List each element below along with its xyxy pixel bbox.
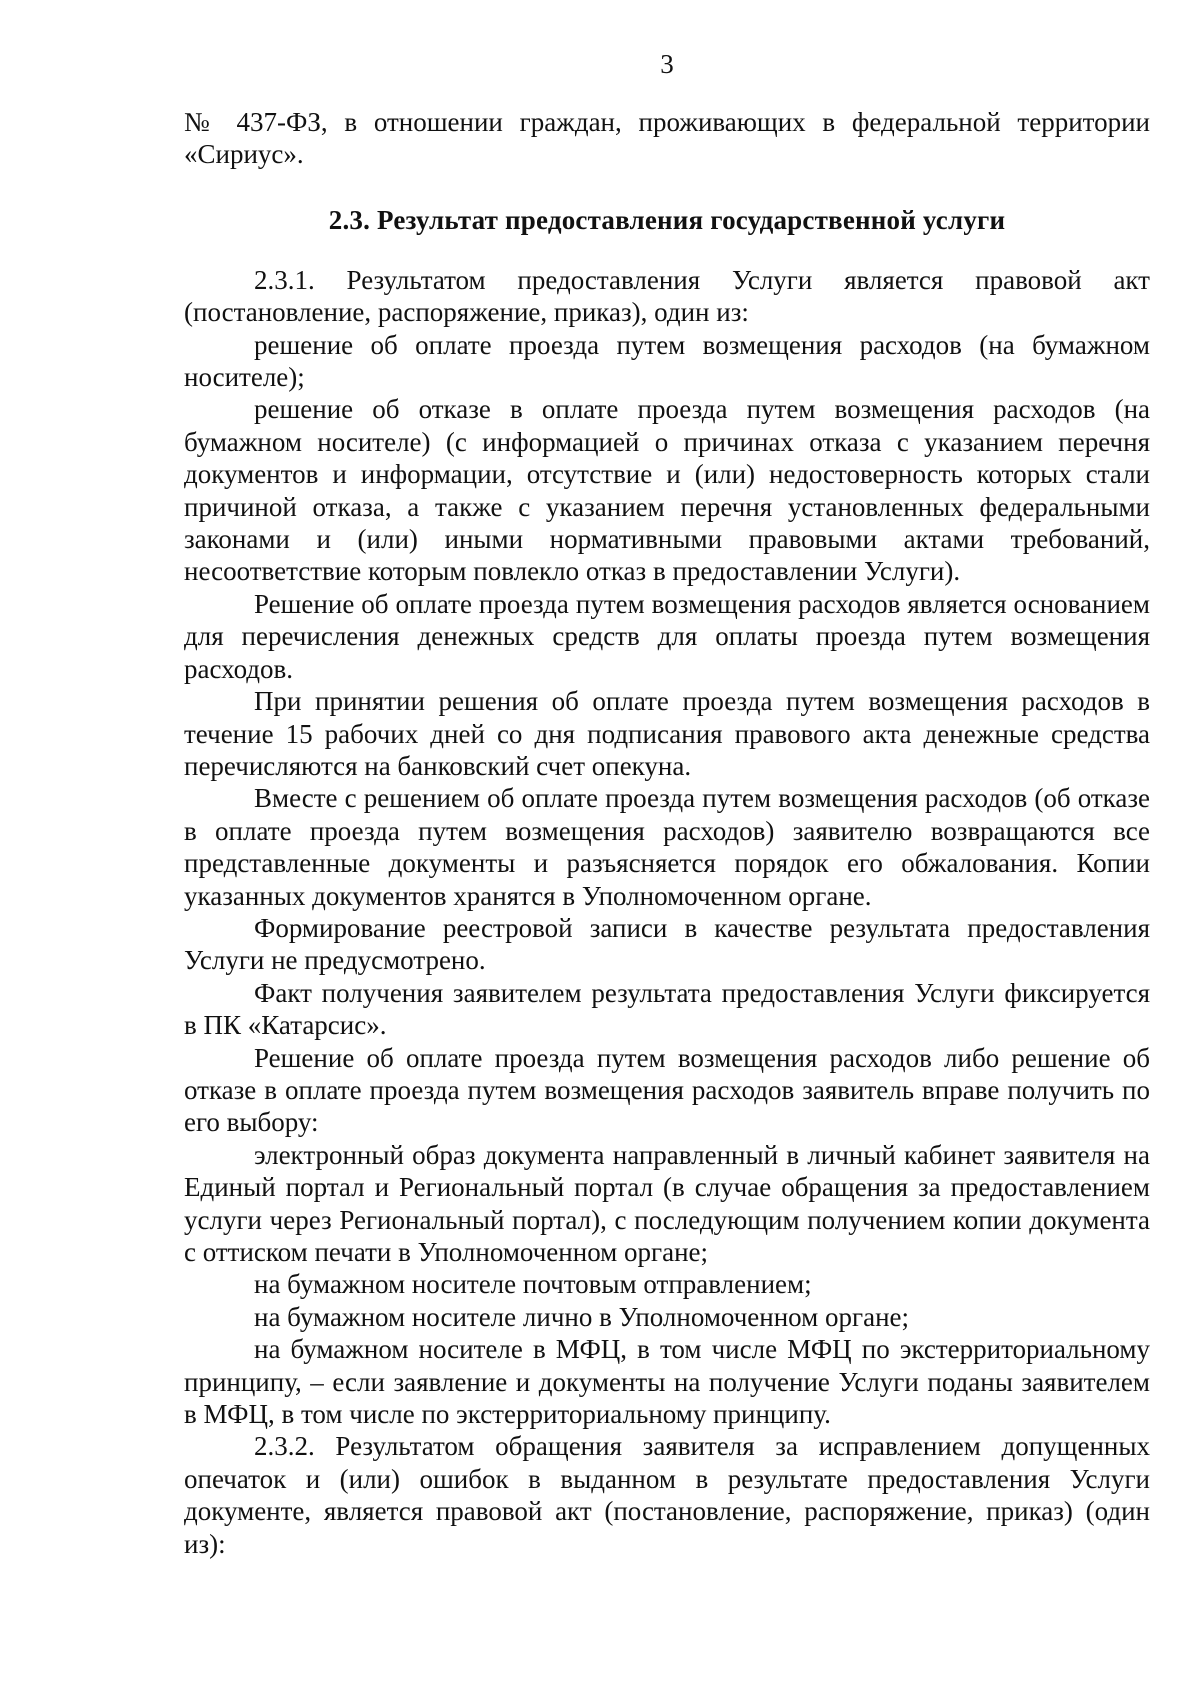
paragraph-receipt-choice: Решение об оплате проезда путем возмещения расходов либо решение об отказе в оплате проезда путем возмещения расходов заявитель вправе получить по его выбору: [184,1042,1150,1138]
list-item-mfc: на бумажном носителе в МФЦ, в том числе МФЦ по экстерриториальному принципу, – если заявление и документы на получение Услуги поданы заявителем в МФЦ, в том числе по экстерриториальному принципу. [184,1334,1150,1430]
paragraph-registry-record: Формирование реестровой записи в качестве результата предоставления Услуги не предусмотрено. [184,912,1150,976]
list-item-refusal-decision: решение об отказе в оплате проезда путем возмещения расходов (на бумажном носителе) (с информацией о причинах отказа с указанием перечня документов и информации, отсутствие и (или) недостоверность которых стали причиной отказа, а также с указанием перечня установленных федеральными законами и (или) иными нормативными правовыми актами требований, несоответствие которым повлекло отказ в предоставлении Услуги). [184,394,1150,587]
paragraph-documents-return: Вместе с решением об оплате проезда путем возмещения расходов (об отказе в оплате проезда путем возмещения расходов) заявителю возвращаются все представленные документы и разъясняется порядок его обжалования. Копии указанных документов хранятся в Уполномоченном органе. [184,783,1150,911]
paragraph-transfer-basis: Решение об оплате проезда путем возмещения расходов является основанием для перечисления денежных средств для оплаты проезда путем возмещения расходов. [184,588,1150,684]
section-heading: 2.3. Результат предоставления государственной услуги [328,204,1006,235]
paragraph-2-3-2: 2.3.2. Результатом обращения заявителя за исправлением допущенных опечаток и (или) ошибок в выданном в результате предоставления Услуги документе, является правовой акт (постановление, распоряжение, приказ) (один из): [184,1431,1150,1559]
list-item-post: на бумажном носителе почтовым отправлением; [254,1269,812,1300]
list-item-electronic-image: электронный образ документа направленный в личный кабинет заявителя на Единый портал и Региональный портал (в случае обращения за предоставлением услуги через Региональный портал), с последующим получением копии документа с оттиском печати в Уполномоченном органе; [184,1139,1150,1267]
list-item-payment-decision: решение об оплате проезда путем возмещения расходов (на бумажном носителе); [184,329,1150,393]
list-item-in-person: на бумажном носителе лично в Уполномоченном органе; [254,1301,910,1332]
document-body [184,106,1150,1560]
lead-paragraph: № 437-ФЗ, в отношении граждан, проживающих в федеральной территории «Сириус». [184,107,1150,170]
paragraph-transfer-term: При принятии решения об оплате проезда путем возмещения расходов в течение 15 рабочих дней со дня подписания правового акта денежные средства перечисляются на банковский счет опекуна. [184,686,1150,781]
page-number: 3 [660,49,674,79]
paragraph-katarsis: Факт получения заявителем результата предоставления Услуги фиксируется в ПК «Катарсис». [184,977,1150,1041]
paragraph-2-3-1: 2.3.1. Результатом предоставления Услуги является правовой акт (постановление, распоряжение, приказ), один из: [184,264,1150,328]
